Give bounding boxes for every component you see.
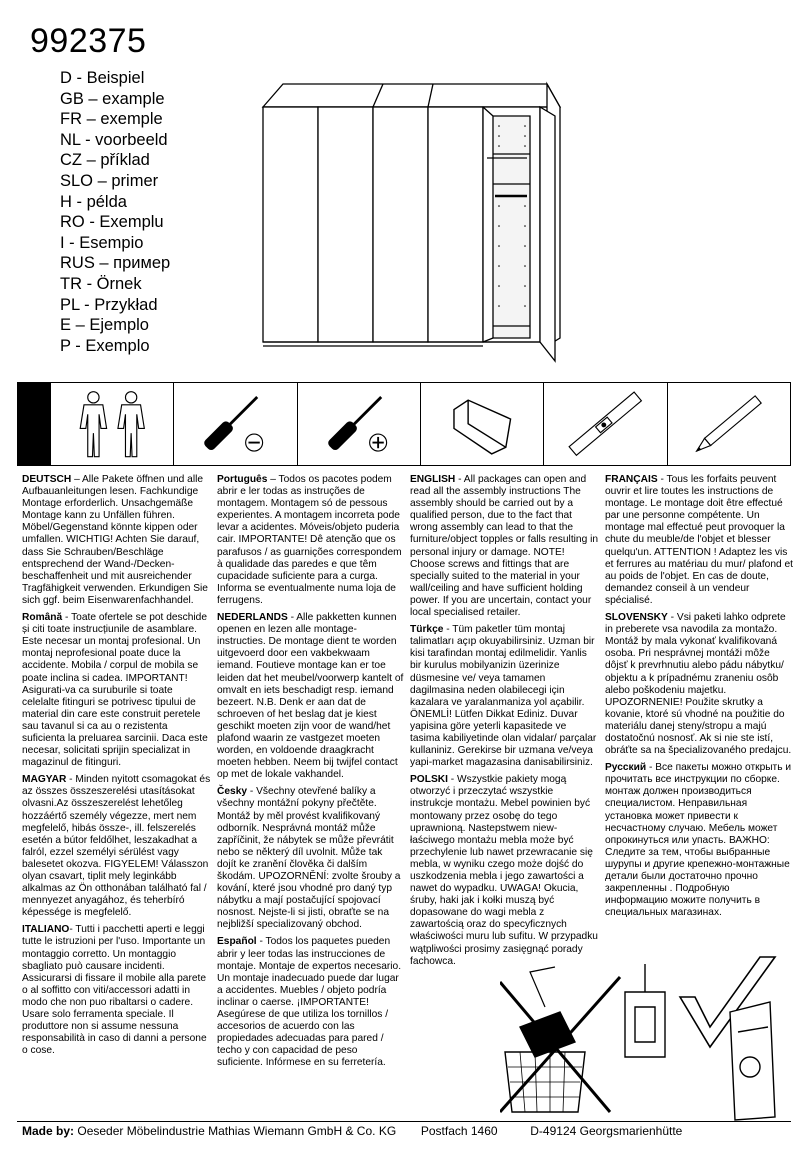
language-paragraph: SLOVENSKY - Vsi paketi lahko odprete in preberete vsa navodila za montažo. Montáž by mala vykonať kvalifikovaná osoba. Pri nesprávnej montáži môže dôjsť k prevrhnutiu alebo pádu nábytku/ objektu a k prípadnému zraneniu osôb alebo poškodeniu majetku. UPOZORNENIE! Použite skrutky a kovanie, ktoré sú vhodné na použitie do materiálu danej steny/stropu a majú dostatočnú nosnosť. Ak si nie ste istí, obráťte sa na špecializovaného predajcu. — [605, 612, 792, 757]
language-item: TR - Örnek — [60, 274, 142, 293]
language-paragraph: Türkçe - Tüm paketler tüm montaj talimatları açıp okuyabilirsiniz. Uzman bir kisi tarafindan montaj edilmelidir. Yanlis bir kurulus mobilyanizin üzerinize düsmesine ve/ veya tamamen dagilmasina neden olabilecegi için kazalara ve yaralanmaniza yol açabilir. ÖNEMLİ! Lütfen Dikkat Ediniz. Duvar yapisina göre yeterli kapasitede ve tasima kabiliyetinde olan vidalar/ parçalar kullaniniz. Gerekirse bir uzmana ve/veya yapi-market magazasina danisabilirsiniz. — [410, 624, 597, 769]
footer-postbox: Postfach 1460 — [420, 1124, 498, 1138]
two-persons-icon — [50, 383, 173, 465]
language-item: GB – example — [60, 89, 165, 108]
language-paragraph: NEDERLANDS - Alle pakketten kunnen openen en lezen alle montage-instructies. De montage dient te worden uitgevoerd door een vakbekwaam iemand. Foutieve montage kan er toe leiden dat het meubel/voorwerp kantelt of omvalt en iets beschadigt resp. iemand bezeert. N.B. Denk er aan dat de schroeven of het beslag dat je kiest geschikt moeten zijn voor de wand/het plafond waarin ze vastgezet moeten worden, en voldoende draagkracht moeten hebben. Neem bij twijfel contact op met de lokale vakhandel. — [217, 612, 404, 781]
spirit-level-icon — [543, 383, 666, 465]
flat-screwdriver-icon — [173, 383, 296, 465]
pencil-icon — [667, 383, 790, 465]
language-paragraph: Português – Todos os pacotes podem abrir e ler todas as instruções de montagem. Montagem só de pessous experientes. A montagem incorreta pode levar a acidentes. Móveis/objeto puderia cair. IMPORTANTE! Dê atenção que os parafusos / as guarnições correspondem à qualidade das paredes e que têm cupacidade suficiente para a curga. Informa se eventualmente numa loja de ferrugens. — [217, 474, 402, 606]
language-item: I - Esempio — [60, 233, 144, 252]
language-item: PL - Przykład — [60, 295, 158, 314]
language-item: RO - Exemplu — [60, 213, 164, 232]
language-paragraph: Español - Todos los paquetes pueden abrir y leer todas las instrucciones de montaje. Montaje de expertos necesario. Un montaje inadecuado puede dar lugar a accidentes. Muebles / objeto podría inclinar o caerse. ¡IMPORTANTE! Asegúrese de que utiliza los tornillos / accesorios de acuerdo con las propiedades adecuadas para pared / techo y con capacidad de peso suficiente. Infórmese en su ferretería. — [217, 936, 402, 1069]
language-item: CZ – příklad — [60, 151, 150, 170]
language-item: H - példa — [60, 192, 127, 211]
language-paragraph: ENGLISH - All packages can open and read all the assembly instructions The assembly should be carried out by a qualified person, due to the fact that wrong assembly can lead to that the furniture/object topples or falls resulting in personal injury or damage. NOTE! Choose screws and fittings that are specially suited to the material in your wall/ceiling and have sufficient holding power. If you are uncertain, contact your local specialised retailer. — [410, 474, 599, 619]
phillips-screwdriver-icon — [297, 383, 420, 465]
language-paragraph: ITALIANO- Tutti i pacchetti aperti e leggi tutte le istruzioni per l'uso. Importante un montaggio corretto. Un montaggio sbagliato può causare incidenti. Assicurarsi di fissare il mobile alla parete o al soffitto con viti/accessori adatti in modo che non puo ribaltarsi o cadere. Usare solo ferramenta speciale. Il produttore non si assume nessuna responsabilità in caso di danni a persone o cose. — [22, 924, 207, 1057]
footer — [22, 1124, 682, 1138]
language-paragraph: MAGYAR - Minden nyitott csomagokat és az összes összeszerelési utasításokat olvasni.Az összeszerelést lehetőleg hozzáértő személy végezze, mert nem megfelelő, hibás össze-, ill. felszerelés esetén a bútor feldőlhet, leszakadhat a falról, ezzel személyi sérülést vagy balesetet okozva. FIGYELEM! Válasszon olyan csavart, tiplit mely leginkább alkalmas az Ön otthonában található fal / mennyezet anyagához, és teherbíró képessége is megfelelő. — [22, 774, 211, 919]
text-column-2 — [217, 474, 404, 1075]
tool-strip — [17, 382, 791, 466]
wall-bracket-icon — [420, 383, 543, 465]
product-number: 992375 — [30, 22, 147, 60]
language-list — [60, 68, 170, 356]
disposal-illustration — [500, 952, 800, 1122]
language-paragraph: Română - Toate ofertele se pot deschide și citi toate instrucțiunile de asamblare. Este necesar un montaj profesional. Un montaj neprofesional poate duce la accidente. Mobila / corpul de mobila se poate inclina si cadea. IMPORTANT! Asigurati-va ca suruburile si toate celelalte fitinguri se potrivesc tipului de material din care este construit peretele sau tavanul si ca au o rezistenta suficienta la preluarea sarcinii. Daca este necesar, solicitati sprijin specializat in magazinul de fitinguri. — [22, 612, 208, 769]
footer-divider — [17, 1121, 791, 1122]
text-column-3 — [410, 474, 598, 973]
wardrobe-illustration — [255, 76, 565, 371]
language-paragraph: DEUTSCH – Alle Pakete öffnen und alle Aufbauanleitungen lesen. Fachkundige Montage erforderlich. Unsachgemäße Montage kann zu Unfällen führen. Möbel/Gegenstand könnte kippen oder umfallen. WICHTIG! Achten Sie darauf, dass Sie Schrauben/Beschläge entsprechend der Wand-/Decken-beschaffenheit und mit ausreichender Tragfähigkeit verwenden. Erkundigen Sie sich ggf. beim Eisenwarenfachhandel. — [22, 474, 208, 606]
language-item: FR – exemple — [60, 110, 163, 129]
language-item: SLO – primer — [60, 171, 159, 190]
footer-company: Oeseder Möbelindustrie Mathias Wiemann GmbH & Co. KG — [77, 1124, 397, 1138]
language-item: RUS – пример — [60, 254, 171, 273]
language-paragraph: Česky - Všechny otevřené balíky a všechny montážní pokyny přečtěte. Montáž by měl provést kvalifikovaný odborník. Nesprávná montáž může zapříčinit, že nábytek se může převrátit nebo se některý díl uvolnit. Může tak dojít ke zranění člověka či dalším škodám. UPOZORNĚNÍ: zvolte šrouby a kování, které jsou vhodné pro daný typ nábytku a mají postačující spojovací nosnost. Nejste-li si jisti, obraťte se na nejbližší specializovaný obchod. — [217, 786, 401, 931]
text-column-1 — [22, 474, 212, 1062]
strip-marker — [18, 383, 50, 465]
language-item: D - Beispiel — [60, 69, 145, 87]
language-item: NL - voorbeeld — [60, 130, 168, 149]
language-item: E – Ejemplo — [60, 316, 149, 335]
footer-address: D-49124 Georgsmarienhütte — [530, 1124, 683, 1138]
language-paragraph: Русский - Все пакеты можно открыть и прочитать все инструкции по сборке. монтаж должен производиться специалистом. Неправильная установка может привести к несчастному случаю. Мебель может опрокинуться или упасть. ВАЖНО: Следите за тем, чтобы выбранные шурупы и другие крепежно-монтажные детали были достаточно прочно закрепленны . Подробную информацию можите получить в специальных магазинах. — [605, 762, 792, 919]
footer-label: Made by: — [22, 1124, 75, 1138]
language-item: P - Exemplo — [60, 336, 150, 355]
language-paragraph: FRANÇAIS - Tous les forfaits peuvent ouvrir et lire toutes les instructions de montage. Le montage doit être effectué par une personne compétente. Un montage mal effectué peut provoquer la chute du meuble/de l'objet et blesser quelqu'un. ATTENTION ! Adaptez les vis et ferrures au matériau du mur/ plafond et au poids de l'objet. En cas de doute, demandez conseil à un vendeur spécialisé. — [605, 474, 794, 606]
text-column-4 — [605, 474, 795, 924]
language-paragraph: POLSKI - Wszystkie pakiety mogą otworzyć i przeczytać wszystkie instrukcje montażu. Mebel powinien być montowany przez osobę do tego uprawnioną. Nastepstwem niew-łaściwego montażu mebla może być przechylenie lub nawet przewracanie się mebla, w wyniku czego może dojść do uszkodzenia mebla i jego zawartości a nawet do wypadku. UWAGA! Okucia, śruby, haki jak i kołki muszą być dopasowane do wagi mebla z zawartością oraz do specyficznych właściwości muru lub sufitu. W przypadku wątpliwości prosimy zasięgnąć porady fachowca. — [410, 774, 598, 967]
